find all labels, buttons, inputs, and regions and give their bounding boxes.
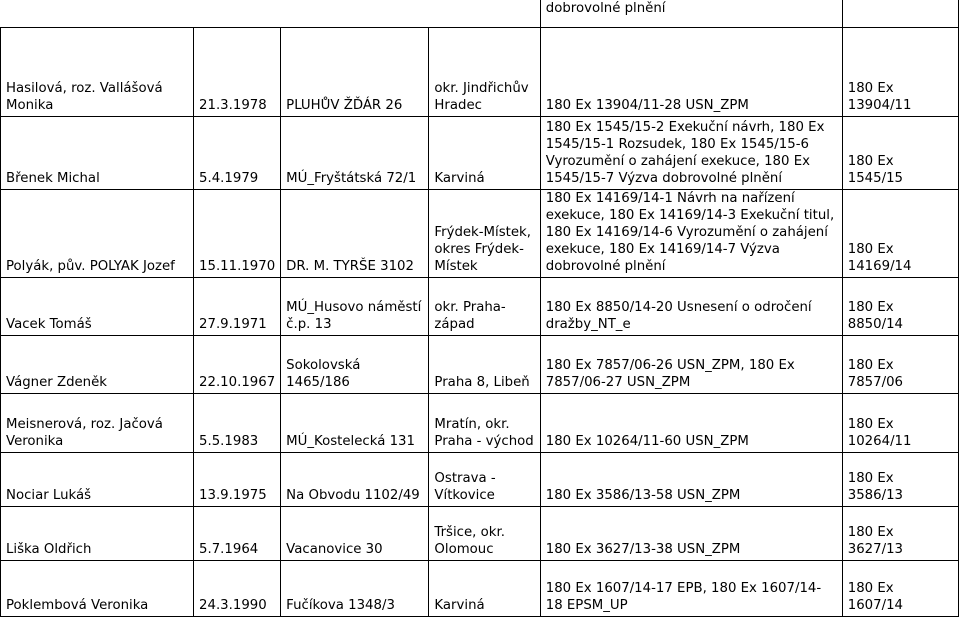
table-row xyxy=(1,0,959,28)
birth-date-cell: 15.11.1970 xyxy=(194,190,281,278)
address-cell: Vacanovice 30 xyxy=(281,507,429,561)
city-cell: Tršice, okr. Olomouc xyxy=(429,507,540,561)
empty-cell xyxy=(842,0,958,28)
table-row xyxy=(1,117,959,190)
table-row xyxy=(1,28,959,117)
case-cell: 180 Ex 13904/11-28 USN_ZPM xyxy=(540,28,842,117)
table-row xyxy=(1,278,959,336)
name-cell: Břenek Michal xyxy=(1,117,194,190)
case-cell: 180 Ex 14169/14-1 Návrh na nařízení exekuce, 180 Ex 14169/14-3 Exekuční titul, 180 Ex 14169/14-6 Vyrozumění o zahájení exekuce, 180 Ex 14169/14-7 Výzva dobrovolné plnění xyxy=(540,190,842,278)
city-cell: Karviná xyxy=(429,561,540,617)
city-cell: Frýdek-Místek, okres Frýdek-Místek xyxy=(429,190,540,278)
birth-date-cell: 27.9.1971 xyxy=(194,278,281,336)
file-number-cell: 180 Ex 7857/06 xyxy=(842,336,958,394)
city-cell: okr. Jindřichův Hradec xyxy=(429,28,540,117)
birth-date-cell: 21.3.1978 xyxy=(194,28,281,117)
address-cell: Fučíkova 1348/3 xyxy=(281,561,429,617)
city-cell: okr. Praha-západ xyxy=(429,278,540,336)
address-cell: MÚ_Husovo náměstí č.p. 13 xyxy=(281,278,429,336)
birth-date-cell: 5.7.1964 xyxy=(194,507,281,561)
file-number-cell: 180 Ex 1545/15 xyxy=(842,117,958,190)
file-number-cell: 180 Ex 14169/14 xyxy=(842,190,958,278)
name-cell: Nociar Lukáš xyxy=(1,453,194,507)
city-cell: Karviná xyxy=(429,117,540,190)
case-cell: 180 Ex 10264/11-60 USN_ZPM xyxy=(540,394,842,453)
case-cell: 180 Ex 1607/14-17 EPB, 180 Ex 1607/14-18 EPSM_UP xyxy=(540,561,842,617)
birth-date-cell: 13.9.1975 xyxy=(194,453,281,507)
address-cell: MÚ_Kostelecká 131 xyxy=(281,394,429,453)
case-cell: 180 Ex 7857/06-26 USN_ZPM, 180 Ex 7857/06-27 USN_ZPM xyxy=(540,336,842,394)
case-cell: dobrovolné plnění xyxy=(540,0,842,28)
name-cell: Polyák, pův. POLYAK Jozef xyxy=(1,190,194,278)
name-cell: Liška Oldřich xyxy=(1,507,194,561)
city-cell: Praha 8, Libeň xyxy=(429,336,540,394)
file-number-cell: 180 Ex 1607/14 xyxy=(842,561,958,617)
file-number-cell: 180 Ex 13904/11 xyxy=(842,28,958,117)
city-cell: Mratín, okr. Praha - východ xyxy=(429,394,540,453)
name-cell: Poklembová Veronika xyxy=(1,561,194,617)
name-cell: Hasilová, roz. Vallášová Monika xyxy=(1,28,194,117)
table-row xyxy=(1,394,959,453)
birth-date-cell: 5.5.1983 xyxy=(194,394,281,453)
birth-date-cell: 24.3.1990 xyxy=(194,561,281,617)
name-cell: Vágner Zdeněk xyxy=(1,336,194,394)
table-row xyxy=(1,561,959,617)
name-cell: Meisnerová, roz. Jačová Veronika xyxy=(1,394,194,453)
file-number-cell: 180 Ex 3627/13 xyxy=(842,507,958,561)
city-cell: Ostrava - Vítkovice xyxy=(429,453,540,507)
birth-date-cell: 5.4.1979 xyxy=(194,117,281,190)
case-cell: 180 Ex 3627/13-38 USN_ZPM xyxy=(540,507,842,561)
case-cell: 180 Ex 3586/13-58 USN_ZPM xyxy=(540,453,842,507)
table-row xyxy=(1,336,959,394)
case-cell: 180 Ex 8850/14-20 Usnesení o odročení dražby_NT_e xyxy=(540,278,842,336)
table-row xyxy=(1,190,959,278)
file-number-cell: 180 Ex 8850/14 xyxy=(842,278,958,336)
file-number-cell: 180 Ex 3586/13 xyxy=(842,453,958,507)
address-cell: Na Obvodu 1102/49 xyxy=(281,453,429,507)
empty-cell xyxy=(1,0,541,28)
address-cell: DR. M. TYRŠE 3102 xyxy=(281,190,429,278)
address-cell: MÚ_Fryštátská 72/1 xyxy=(281,117,429,190)
case-cell: 180 Ex 1545/15-2 Exekuční návrh, 180 Ex 1545/15-1 Rozsudek, 180 Ex 1545/15-6 Vyrozumění o zahájení exekuce, 180 Ex 1545/15-7 Výzva dobrovolné plnění xyxy=(540,117,842,190)
name-cell: Vacek Tomáš xyxy=(1,278,194,336)
table-row xyxy=(1,453,959,507)
address-cell: PLUHŮV ŽĎÁR 26 xyxy=(281,28,429,117)
address-cell: Sokolovská 1465/186 xyxy=(281,336,429,394)
table-row xyxy=(1,507,959,561)
birth-date-cell: 22.10.1967 xyxy=(194,336,281,394)
file-number-cell: 180 Ex 10264/11 xyxy=(842,394,958,453)
